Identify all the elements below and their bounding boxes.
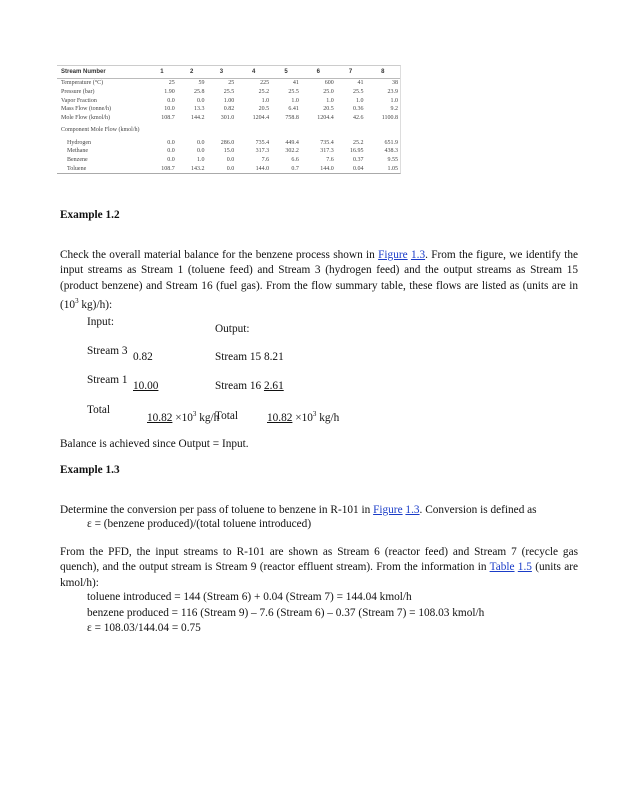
table-cell: 25 <box>168 80 175 87</box>
table-cell: 0.04 <box>352 165 364 172</box>
table-row <box>57 79 400 88</box>
example-1-3-paragraph <box>60 503 578 518</box>
table-cell: 302.2 <box>285 148 299 155</box>
table-cell: 144.0 <box>255 165 270 172</box>
table-row <box>57 122 400 138</box>
table-cell: 0.0 <box>226 165 235 172</box>
table-cell: 0.0 <box>197 139 205 146</box>
table-cell: 25.5 <box>352 89 364 96</box>
table-cell: Component Mole Flow (kmol/h) <box>61 127 140 134</box>
table-cell: 758.8 <box>285 115 299 122</box>
table-cell: 449.4 <box>285 139 299 146</box>
calc-benzene: benzene produced = 116 (Stream 9) – 7.6 (Stream 6) – 0.37 (Stream 7) = 108.03 kmol/h <box>87 607 485 619</box>
table-cell: Temperature (°C) <box>61 80 104 87</box>
table-cell: 143.2 <box>191 165 205 172</box>
balance-statement: Balance is achieved since Output = Input. <box>60 438 249 450</box>
stream-15-output: Stream 15 8.21 <box>215 351 284 363</box>
stream-table <box>57 65 401 174</box>
table-cell: 286.0 <box>220 139 235 146</box>
table-cell: 25.8 <box>194 89 205 96</box>
stream-1-label: Stream 1 <box>87 374 128 386</box>
table-cell: 0.0 <box>167 148 175 155</box>
output-label: Output: <box>215 323 250 335</box>
table-cell: 1.0 <box>261 97 270 104</box>
table-cell: 59 <box>198 80 205 87</box>
table-cell: 25.2 <box>352 139 364 146</box>
table-cell: 25.2 <box>258 89 270 96</box>
table-cell <box>177 122 207 138</box>
text: . From the figure, we identify the input streams as Stream 1 (toluene feed) and Stream 3 (hydrogen feed) and the output streams as Stream 15 (product benzene) and Stream 16 (fuel gas). From the flow summary table, these flows are listed as (units are in (10 <box>60 249 579 311</box>
stream-3-value: 0.82 <box>133 351 153 363</box>
table-cell: 438.3 <box>384 148 398 155</box>
table-cell: 1204.4 <box>317 115 334 122</box>
table-cell: 1204.4 <box>252 115 270 122</box>
table-cell: 0.0 <box>226 157 235 164</box>
table-number-link[interactable]: 1.5 <box>517 561 532 574</box>
table-cell: 0.37 <box>352 157 364 164</box>
text: kg)/h): <box>78 298 113 311</box>
table-cell: 7.6 <box>326 157 334 164</box>
table-row <box>57 88 400 97</box>
table-cell: 13.3 <box>194 106 205 113</box>
table-cell: 25.5 <box>288 89 299 96</box>
table-cell: 1.0 <box>197 157 205 164</box>
text: . Conversion is defined as <box>419 504 537 516</box>
table-row <box>57 147 400 156</box>
table-cell: 651.9 <box>384 139 398 146</box>
text: Check the overall material balance for the benzene process shown in <box>60 249 379 261</box>
input-label: Input: <box>87 316 114 328</box>
table-cell: Benzene <box>67 157 88 164</box>
calc-toluene: toluene introduced = 144 (Stream 6) + 0.04 (Stream 7) = 144.04 kmol/h <box>87 591 412 603</box>
table-cell: 20.5 <box>323 106 334 113</box>
table-cell <box>207 122 237 138</box>
header-cell: 7 <box>336 66 366 79</box>
table-row <box>57 165 400 174</box>
text: kg/h <box>196 411 220 424</box>
table-cell: 0.36 <box>352 106 364 113</box>
figure-number-link[interactable]: 1.3 <box>405 504 420 516</box>
header-cell: 2 <box>177 66 207 79</box>
table-cell: 0.0 <box>167 157 175 164</box>
figure-link[interactable]: Figure <box>378 249 408 261</box>
text: ×10 <box>172 411 193 424</box>
pfd-paragraph <box>60 545 578 591</box>
stream-1-value: 10.00 <box>133 380 159 392</box>
table-cell: 20.5 <box>258 106 270 113</box>
table-cell: 600 <box>324 80 334 87</box>
example-1-2-paragraph <box>60 248 578 313</box>
table-link[interactable]: Table <box>489 561 515 574</box>
text: From the PFD, the input streams to R-101 are shown as Stream 6 (reactor feed) and Stream 7 (recycle gas quench), and the output stream is Stream 9 (reactor effluent stream). From the information in <box>60 546 578 574</box>
text: ×10 <box>292 411 313 424</box>
table-cell: 7.6 <box>261 157 270 164</box>
text: 3 <box>312 410 317 418</box>
table-cell <box>147 122 177 138</box>
table-cell: 10.0 <box>164 106 175 113</box>
table-cell <box>301 122 336 138</box>
table-row <box>57 105 400 114</box>
table-cell: 0.0 <box>167 97 175 104</box>
table-cell: 1.0 <box>326 97 334 104</box>
table-cell: 6.6 <box>291 157 299 164</box>
text: Stream 16 <box>215 380 264 392</box>
table-cell: 108.7 <box>161 115 175 122</box>
header-cell: 6 <box>301 66 336 79</box>
text: 3 <box>75 296 79 305</box>
text: (units are kmol/h): <box>60 561 578 589</box>
example-1-2-heading: Example 1.2 <box>60 209 120 221</box>
table-cell <box>271 122 301 138</box>
total-input <box>147 410 219 424</box>
table-cell: 1.0 <box>291 97 299 104</box>
table-cell: 735.4 <box>320 139 334 146</box>
header-cell: 4 <box>236 66 271 79</box>
table-cell: 1.90 <box>164 89 175 96</box>
table-cell <box>236 122 271 138</box>
table-cell: 16.95 <box>349 148 364 155</box>
header-cell: 3 <box>207 66 237 79</box>
table-cell <box>365 122 400 138</box>
table-row <box>57 96 400 105</box>
table-cell: Pressure (bar) <box>61 89 95 96</box>
example-1-3-heading: Example 1.3 <box>60 464 120 476</box>
figure-number-link[interactable]: 1.3 <box>410 249 426 261</box>
calc-conversion: ε = 108.03/144.04 = 0.75 <box>87 622 201 634</box>
table-cell: 23.9 <box>387 89 398 96</box>
table-cell: 317.3 <box>255 148 270 155</box>
total-output-value: 10.82 <box>267 411 293 424</box>
table-cell: 1.0 <box>390 97 398 104</box>
table-row <box>57 156 400 165</box>
table-cell: 108.7 <box>161 165 175 172</box>
header-cell: 5 <box>271 66 301 79</box>
table-cell: 9.55 <box>387 157 398 164</box>
header-cell: 1 <box>147 66 177 79</box>
stream-16-output <box>215 380 284 392</box>
table-cell: 1.05 <box>387 165 398 172</box>
table-cell: 15.0 <box>223 148 235 155</box>
table-cell: 735.4 <box>255 139 270 146</box>
table-cell: 9.2 <box>390 106 398 113</box>
table-cell: 41 <box>292 80 299 87</box>
header-cell: Stream Number <box>57 66 147 79</box>
table-header-row <box>57 66 400 79</box>
table-cell: 225 <box>260 80 270 87</box>
table-cell: 25.5 <box>223 89 235 96</box>
table-cell: 38 <box>392 80 398 87</box>
table-cell: 1.0 <box>355 97 364 104</box>
conversion-definition: ε = (benzene produced)/(total toluene introduced) <box>87 518 312 530</box>
table-cell: 42.6 <box>352 115 364 122</box>
table-cell: Vapor Fraction <box>61 97 97 104</box>
total-input-value: 10.82 <box>147 411 173 424</box>
table-cell: 0.7 <box>291 165 299 172</box>
table-cell: 6.41 <box>288 106 299 113</box>
table-row <box>57 138 400 147</box>
table-cell <box>336 122 366 138</box>
table-cell: Methane <box>67 148 88 155</box>
table-cell: 41 <box>357 80 364 87</box>
total-output-label: Total <box>215 410 239 422</box>
text: 3 <box>192 410 197 418</box>
table-cell: 144.2 <box>191 115 205 122</box>
total-output <box>267 410 339 424</box>
table-cell: 0.0 <box>197 148 205 155</box>
table-cell: Mass Flow (tonne/h) <box>61 106 111 113</box>
table-cell: 301.0 <box>220 115 235 122</box>
table-cell: 0.82 <box>223 106 235 113</box>
table-cell: Hydrogen <box>67 139 91 146</box>
table-cell: 25.0 <box>323 89 334 96</box>
header-cell: 8 <box>365 66 400 79</box>
table-cell: 317.3 <box>320 148 334 155</box>
stream-16-value: 2.61 <box>263 380 284 392</box>
total-input-label: Total <box>87 404 111 416</box>
table-cell: 1.00 <box>223 97 235 104</box>
stream-3-label: Stream 3 <box>87 345 128 357</box>
table-cell: 0.0 <box>197 97 205 104</box>
table-cell: Toluene <box>67 165 87 172</box>
table-cell: Mole Flow (kmol/h) <box>61 115 110 122</box>
table-cell: 0.0 <box>167 139 175 146</box>
text: kg/h <box>316 411 340 424</box>
table-row <box>57 114 400 123</box>
table-cell: 1100.8 <box>381 115 398 122</box>
table-cell: 25 <box>228 80 235 87</box>
table-cell: 144.0 <box>320 165 334 172</box>
text: Determine the conversion per pass of toluene to benzene in R-101 in <box>60 504 374 516</box>
figure-link[interactable]: Figure <box>373 504 403 516</box>
